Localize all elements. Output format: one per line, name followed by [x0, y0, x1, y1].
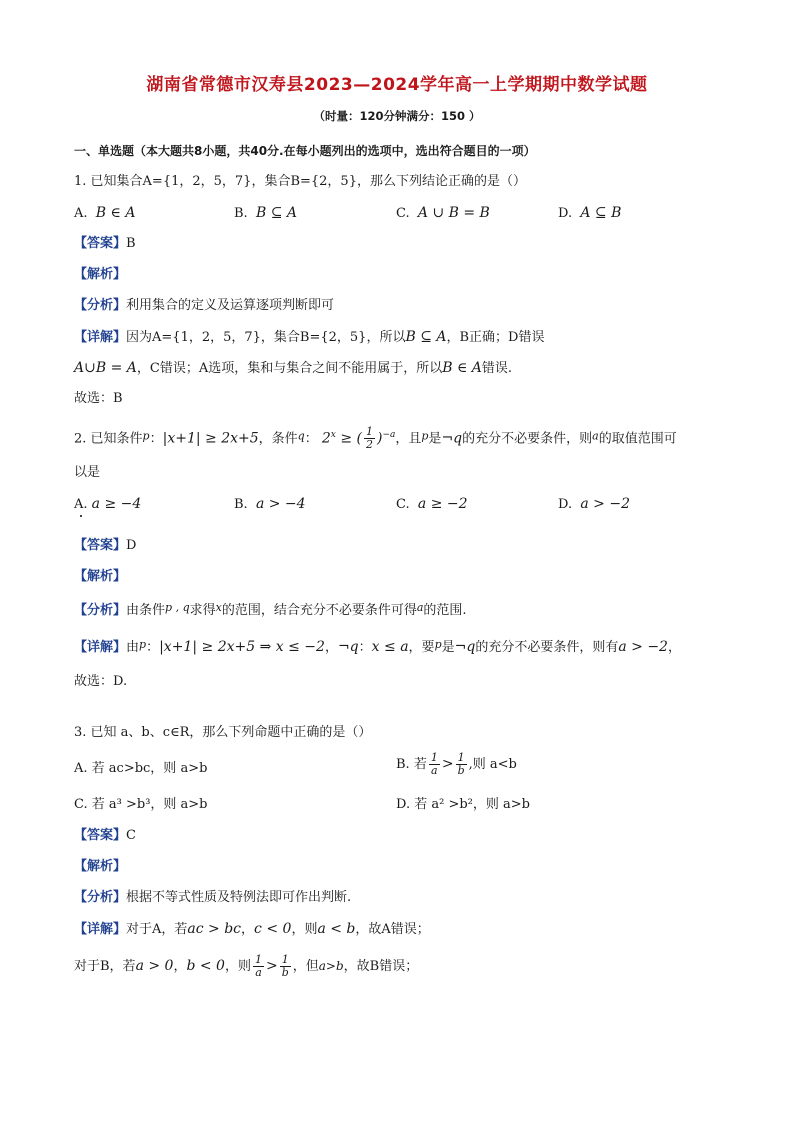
q3-optb-a: B. 若 — [396, 757, 427, 772]
q2-fenxi-d: 的范围. — [423, 603, 467, 618]
q3-optb-frac1 — [429, 752, 440, 777]
q3-optb-n2: 1 — [457, 751, 465, 764]
q2-stem-a: a — [592, 429, 599, 443]
q3-l2-gt: > — [265, 958, 278, 974]
q1-stem: 1. 已知集合A={1，2，5，7}，集合B={2，5}，那么下列结论正确的是（） — [74, 174, 526, 189]
q3-xj-math2: c < 0 — [254, 921, 292, 937]
q1-xiangjie-line2 — [74, 359, 512, 378]
q2-fenxi-a-var: a — [416, 601, 424, 614]
q3-optb-frac2 — [456, 752, 467, 777]
q1-xiangjie-tail: ，B正确；D错误 — [446, 330, 545, 345]
q2-choice: 故选：D. — [74, 674, 128, 689]
q2-stem-p: p — [142, 429, 150, 443]
q2-option-b-math: a > −4 — [255, 496, 306, 512]
q3-option-b — [396, 752, 517, 777]
q2-fenxi-x: x — [215, 601, 222, 614]
q3-l2-n1: 1 — [254, 953, 262, 966]
q3-l2-frac1 — [253, 954, 264, 979]
q2-xj-d: ： — [358, 640, 372, 655]
q2-xj-math2: x ≤ a — [371, 639, 409, 655]
q2-stem-range: 的取值范围可 — [598, 431, 677, 447]
q2-xj-h: ， — [667, 640, 681, 655]
answer-tag: 【答案】 — [74, 538, 127, 553]
q3-option-c: C. 若 a³ >b³，则 a>b — [74, 797, 208, 812]
q1-option-d-letter: D. — [558, 206, 573, 221]
q3-xj-c: ，则 — [291, 922, 318, 937]
document-subtitle: （时量：120分钟满分：150 ） — [313, 109, 481, 123]
q3-l2-frac2 — [280, 954, 291, 979]
q2-stem-colon2: ： — [304, 431, 318, 447]
q3-optb-n1: 1 — [430, 751, 438, 764]
q2-option-a-letter: A. — [74, 497, 88, 512]
q1-xiangjie-line1 — [74, 328, 544, 347]
q3-jiexi — [74, 858, 126, 876]
q3-l2-math3: a>b — [318, 959, 344, 973]
answer-tag: 【答案】 — [74, 828, 127, 843]
q2-stem-notq: ¬q — [441, 430, 463, 447]
q1-xiangjie2-text: ，C错误；A选项，集和与集合之间不能用属于，所以 — [136, 361, 443, 376]
q3-optb-tail: ,则 a<b — [468, 757, 517, 772]
q2-xj-math3: a > −2 — [618, 639, 668, 655]
q2-stem-math2-exp2: −a — [382, 430, 396, 440]
q3-l2-d: ，但 — [292, 959, 319, 974]
q2-fenxi — [74, 599, 467, 620]
q2-xj-math1: |x+1| ≥ 2x+5 ⇒ x ≤ −2 — [159, 639, 325, 655]
q2-xiangjie — [74, 636, 681, 657]
q1-option-d — [558, 204, 621, 223]
q2-stem-and: ，且 — [395, 431, 422, 447]
q2-fenxi-pq: p , q — [165, 601, 190, 614]
document-title: 湖南省常德市汉寿县2023—2024学年高一上学期期中数学试题 — [146, 75, 648, 95]
q1-xiangjie2-math2: B ∈ A — [442, 360, 482, 376]
q2-option-d — [558, 495, 630, 514]
q2-xj-p: p — [139, 638, 147, 651]
q1-option-c-math: A ∪ B = B — [417, 205, 490, 221]
q2-fenxi-b: 求得 — [189, 603, 216, 618]
q2-fenxi-a: 由条件 — [126, 603, 166, 618]
q1-option-a-letter: A. — [74, 206, 88, 221]
q3-l2-c: ，则 — [224, 959, 251, 974]
q1-xiangjie2-math: A∪B = A — [74, 360, 137, 376]
q3-fenxi-text: 根据不等式性质及特例法即可作出判断. — [126, 890, 352, 905]
q2-stem-math2-base: 2 — [321, 430, 331, 447]
q1-option-b-math: B ⊆ A — [255, 205, 297, 221]
q3-l2-math2: b < 0 — [186, 958, 225, 974]
q1-option-c-letter: C. — [396, 206, 410, 221]
q2-xj-g: 的充分不必要条件，则有 — [475, 640, 619, 655]
xiangjie-tag: 【详解】 — [74, 640, 127, 655]
q3-stem: 3. 已知 a、b、c∈R，那么下列命题中正确的是（） — [74, 725, 372, 740]
q2-stem-fraction — [364, 426, 375, 451]
q2-answer-value: D — [126, 538, 137, 553]
q2-jiexi — [74, 568, 126, 586]
xiangjie-tag: 【详解】 — [74, 330, 127, 345]
q2-stem-p2: p — [421, 429, 429, 443]
q1-choice: 故选：B — [74, 391, 123, 406]
q3-xiangjie-line1 — [74, 920, 430, 939]
q2-xj-b: ： — [146, 640, 160, 655]
q3-l2-n2: 1 — [281, 953, 289, 966]
fenxi-tag: 【分析】 — [74, 890, 127, 905]
q1-xiangjie-math: B ⊆ A — [405, 329, 447, 345]
fenxi-tag: 【分析】 — [74, 603, 127, 618]
q1-xiangjie2-end: 错误. — [481, 361, 513, 376]
q3-xj-math1: ac > bc — [187, 921, 242, 937]
q2-option-a — [74, 495, 141, 514]
jiexi-tag: 【解析】 — [74, 859, 127, 874]
q2-stem-math2-exp: x — [330, 430, 336, 440]
q3-l2-b: ， — [173, 959, 187, 974]
q1-answer — [74, 235, 136, 253]
q3-answer — [74, 827, 136, 845]
q2-stem-close: ) — [376, 430, 383, 447]
q2-xj-notq: ¬q — [337, 639, 359, 655]
q2-stem-is: 是 — [428, 431, 442, 447]
q3-l2-d2: b — [281, 966, 289, 979]
q2-stem-math2-ge: ≥ ( — [335, 430, 362, 447]
q1-option-a-math: B ∈ A — [95, 205, 136, 221]
q1-option-d-math: A ⊆ B — [580, 205, 622, 221]
q2-answer — [74, 537, 136, 555]
q2-xj-c: ， — [324, 640, 338, 655]
q2-stem-math1: |x+1| ≥ 2x+5 — [162, 430, 259, 447]
q3-xiangjie-line2 — [74, 954, 418, 979]
q2-stem-start: 2. 已知条件 — [74, 431, 143, 447]
q2-xj-p2: p — [434, 638, 442, 651]
q3-l2-math1: a > 0 — [135, 958, 174, 974]
stray-mark — [80, 515, 82, 517]
section-heading: 一、单选题（本大题共8小题，共40分.在每小题列出的选项中，选出符合题目的一项） — [74, 144, 536, 158]
q3-xj-math3: a < b — [317, 921, 356, 937]
q1-option-a — [74, 204, 135, 223]
q2-option-c-letter: C. — [396, 497, 410, 512]
q3-xj-a: 对于A，若 — [126, 922, 188, 937]
q3-fenxi — [74, 889, 351, 907]
q3-xj-d: ，故A错误； — [355, 922, 430, 937]
q3-l2-e: ，故B错误； — [343, 959, 419, 974]
q3-answer-value: C — [126, 828, 136, 843]
q2-option-d-math: a > −2 — [580, 496, 630, 512]
q2-xj-f: 是 — [441, 640, 455, 655]
q1-xiangjie-text: 因为A={1，2，5，7}，集合B={2，5}，所以 — [126, 330, 406, 345]
q2-stem-q: q — [297, 429, 305, 443]
q2-frac-den: 2 — [365, 438, 373, 452]
q1-option-b-letter: B. — [234, 206, 248, 221]
q3-l2-d1: a — [255, 966, 262, 979]
q2-option-b — [234, 495, 306, 514]
q2-stem-colon: ： — [149, 431, 163, 447]
jiexi-tag: 【解析】 — [74, 569, 127, 584]
q2-frac-num: 1 — [365, 425, 373, 439]
xiangjie-tag: 【详解】 — [74, 922, 127, 937]
q2-xj-e: ，要 — [408, 640, 435, 655]
q2-option-c — [396, 495, 468, 514]
q1-option-b — [234, 204, 297, 223]
q2-stem-line1 — [74, 426, 677, 451]
q2-option-a-math: a ≥ −4 — [91, 496, 142, 512]
q3-optb-d1: a — [431, 764, 438, 777]
q2-xj-a: 由 — [126, 640, 140, 655]
q2-stem-cond2: 的充分不必要条件，则 — [462, 431, 593, 447]
q2-option-c-math: a ≥ −2 — [417, 496, 468, 512]
q3-option-a: A. 若 ac>bc，则 a>b — [74, 761, 208, 776]
q2-option-d-letter: D. — [558, 497, 573, 512]
q3-option-d: D. 若 a² >b²，则 a>b — [396, 797, 530, 812]
q1-option-c — [396, 204, 490, 223]
q2-stem-cond: ，条件 — [258, 431, 298, 447]
q1-fenxi — [74, 297, 334, 315]
q1-jiexi — [74, 266, 126, 284]
q1-fenxi-text: 利用集合的定义及运算逐项判断即可 — [126, 298, 335, 313]
q3-l2-a: 对于B，若 — [74, 959, 136, 974]
q3-xj-b: ， — [241, 922, 255, 937]
q2-option-b-letter: B. — [234, 497, 248, 512]
q3-optb-gt: > — [441, 756, 454, 772]
fenxi-tag: 【分析】 — [74, 298, 127, 313]
q2-fenxi-c: 的范围，结合充分不必要条件可得 — [221, 603, 417, 618]
q1-answer-value: B — [126, 236, 136, 251]
q3-optb-d2: b — [457, 764, 465, 777]
q2-stem-line2: 以是 — [74, 465, 101, 480]
answer-tag: 【答案】 — [74, 236, 127, 251]
jiexi-tag: 【解析】 — [74, 267, 127, 282]
q2-xj-notq2: ¬q — [454, 639, 476, 655]
